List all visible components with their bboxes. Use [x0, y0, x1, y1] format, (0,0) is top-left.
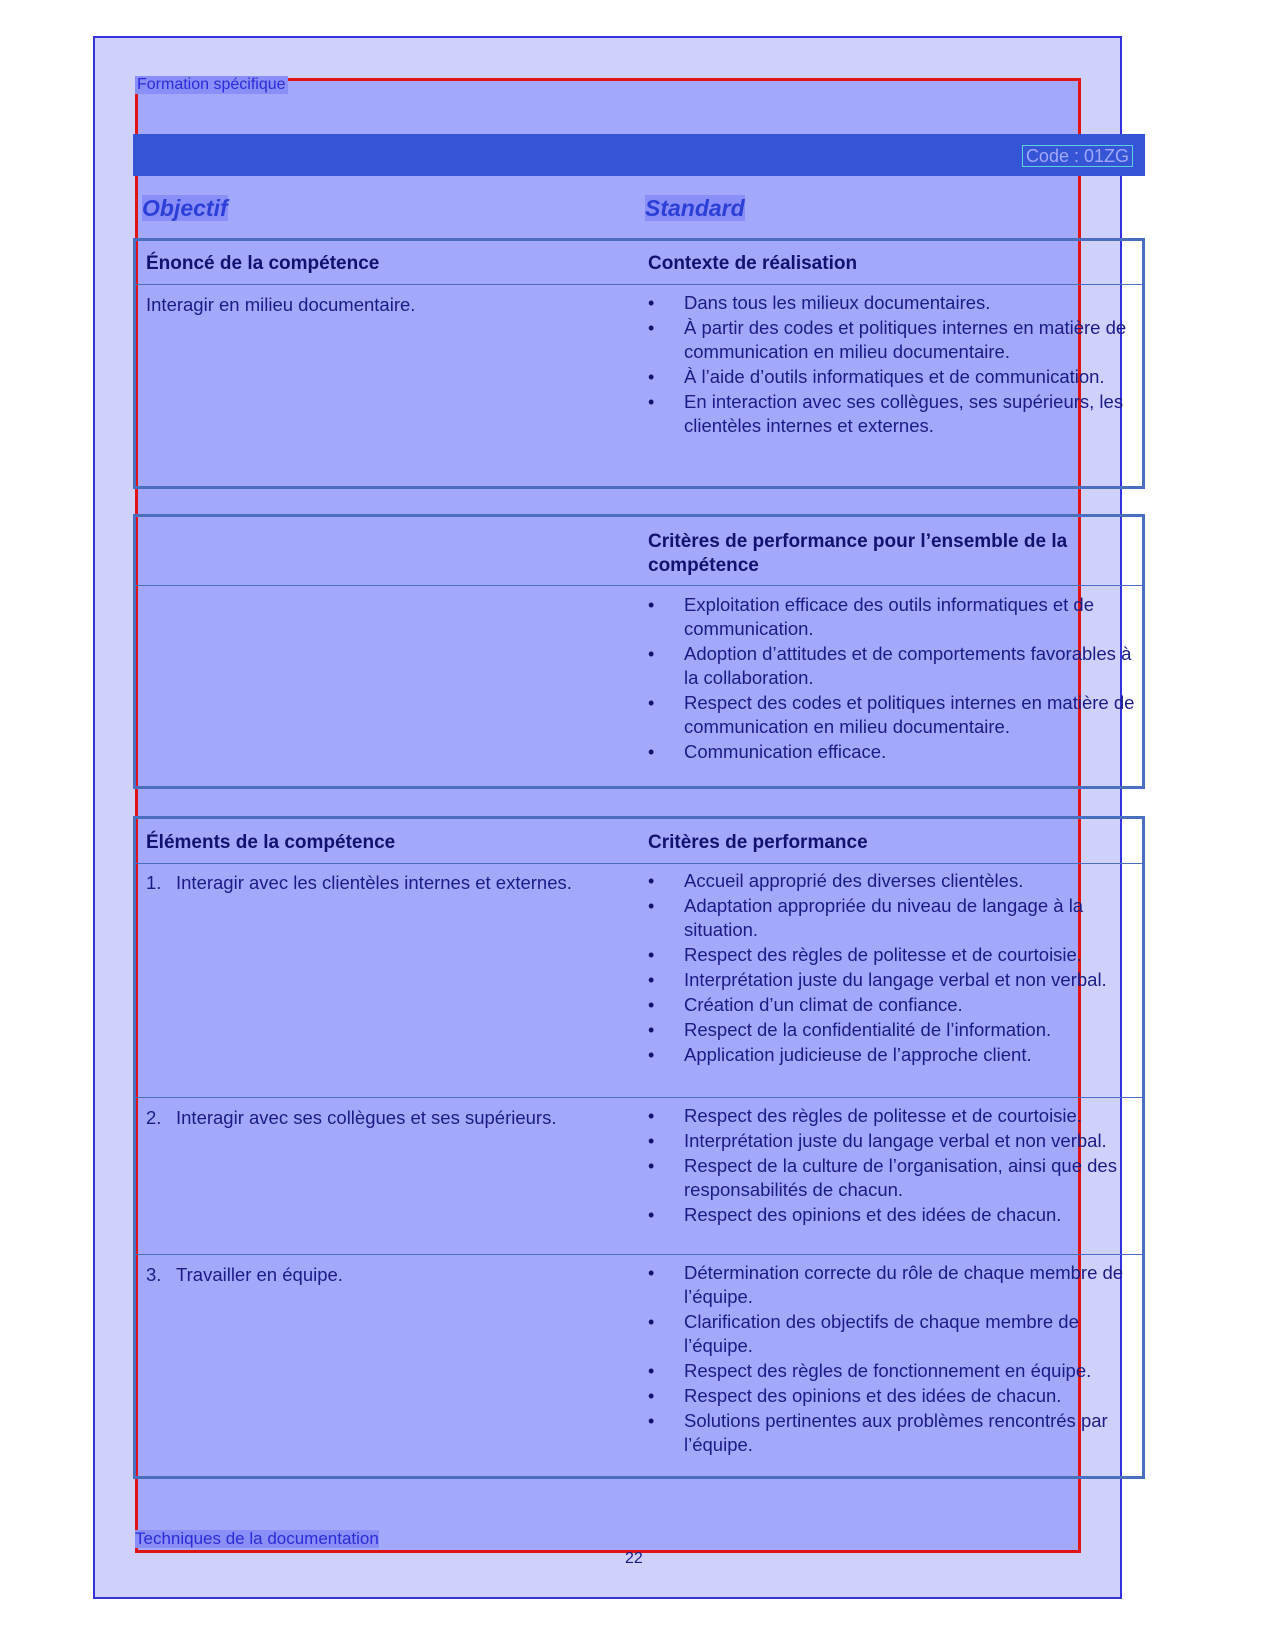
criteres-header: Critères de performance — [648, 832, 868, 853]
list-item: • Respect des règles de politesse et de courtoisie. — [648, 1104, 1138, 1128]
list-item: • Création d’un climat de confiance. — [648, 993, 1138, 1017]
element-number: 2. — [146, 1107, 162, 1128]
element-row-2 — [146, 1106, 616, 1130]
table-divider — [136, 585, 1142, 586]
ensemble-table — [133, 514, 1145, 789]
elements-table — [133, 816, 1145, 1479]
elements-header: Éléments de la compétence — [146, 832, 396, 853]
list-item: • Respect de la culture de l’organisation, ainsi que des responsabilités de chacun. — [648, 1154, 1138, 1202]
list-item: • Adoption d’attitudes et de comportements favorables à la collaboration. — [648, 642, 1138, 690]
element-number: 3. — [146, 1264, 162, 1285]
list-item: • Respect des codes et politiques internes en matière de communication en milieu documentaire. — [648, 691, 1138, 739]
list-item: • Détermination correcte du rôle de chaque membre de l’équipe. — [648, 1261, 1138, 1309]
competence-table — [133, 238, 1145, 489]
list-item: • Clarification des objectifs de chaque membre de l’équipe. — [648, 1310, 1138, 1358]
list-item: • Adaptation appropriée du niveau de langage à la situation. — [648, 894, 1138, 942]
list-item: • Respect de la confidentialité de l’information. — [648, 1018, 1138, 1042]
list-item: • Application judicieuse de l’approche client. — [648, 1043, 1138, 1067]
criteres-list-2 — [648, 1104, 1138, 1227]
table-divider — [136, 1254, 1142, 1255]
criteres-list-1 — [648, 869, 1138, 1067]
code-bar — [133, 134, 1145, 176]
ensemble-list — [648, 593, 1138, 764]
list-item: • Solutions pertinentes aux problèmes rencontrés par l’équipe. — [648, 1409, 1138, 1457]
ensemble-header: Critères de performance pour l’ensemble de la compétence — [648, 531, 1068, 576]
running-header: Formation spécifique — [137, 76, 286, 93]
running-footer: Techniques de la documentation — [135, 1529, 379, 1548]
list-item: • Communication efficace. — [648, 740, 1138, 764]
element-row-1 — [146, 871, 616, 895]
list-item: • À partir des codes et politiques internes en matière de communication en milieu documentaire. — [648, 316, 1138, 364]
list-item: • Respect des règles de fonctionnement en équipe. — [648, 1359, 1138, 1383]
criteres-list-3 — [648, 1261, 1138, 1457]
list-item: • Respect des opinions et des idées de chacun. — [648, 1384, 1138, 1408]
contexte-list — [648, 291, 1138, 438]
enonce-text: Interagir en milieu documentaire. — [146, 294, 416, 315]
standard-title: Standard — [645, 195, 745, 221]
element-row-3 — [146, 1263, 616, 1287]
element-number: 1. — [146, 872, 162, 893]
page-number: 22 — [625, 1550, 643, 1567]
list-item: • En interaction avec ses collègues, ses supérieurs, les clientèles internes et externes. — [648, 390, 1138, 438]
list-item: • Respect des opinions et des idées de chacun. — [648, 1203, 1138, 1227]
table-divider — [136, 1097, 1142, 1098]
list-item: • Dans tous les milieux documentaires. — [648, 291, 1138, 315]
objectif-title: Objectif — [142, 195, 228, 221]
list-item: • Interprétation juste du langage verbal et non verbal. — [648, 1129, 1138, 1153]
list-item: • À l’aide d’outils informatiques et de communication. — [648, 365, 1138, 389]
element-text: Interagir avec les clientèles internes et externes. — [176, 872, 572, 893]
list-item: • Exploitation efficace des outils informatiques et de communication. — [648, 593, 1138, 641]
list-item: • Accueil approprié des diverses clientèles. — [648, 869, 1138, 893]
contexte-header: Contexte de réalisation — [648, 253, 858, 274]
element-text: Travailler en équipe. — [176, 1264, 343, 1285]
list-item: • Interprétation juste du langage verbal et non verbal. — [648, 968, 1138, 992]
element-text: Interagir avec ses collègues et ses supérieurs. — [176, 1107, 557, 1128]
enonce-header: Énoncé de la compétence — [146, 253, 380, 274]
table-divider — [136, 284, 1142, 285]
code-label: Code : 01ZG — [1022, 145, 1133, 167]
table-divider — [136, 863, 1142, 864]
list-item: • Respect des règles de politesse et de courtoisie. — [648, 943, 1138, 967]
